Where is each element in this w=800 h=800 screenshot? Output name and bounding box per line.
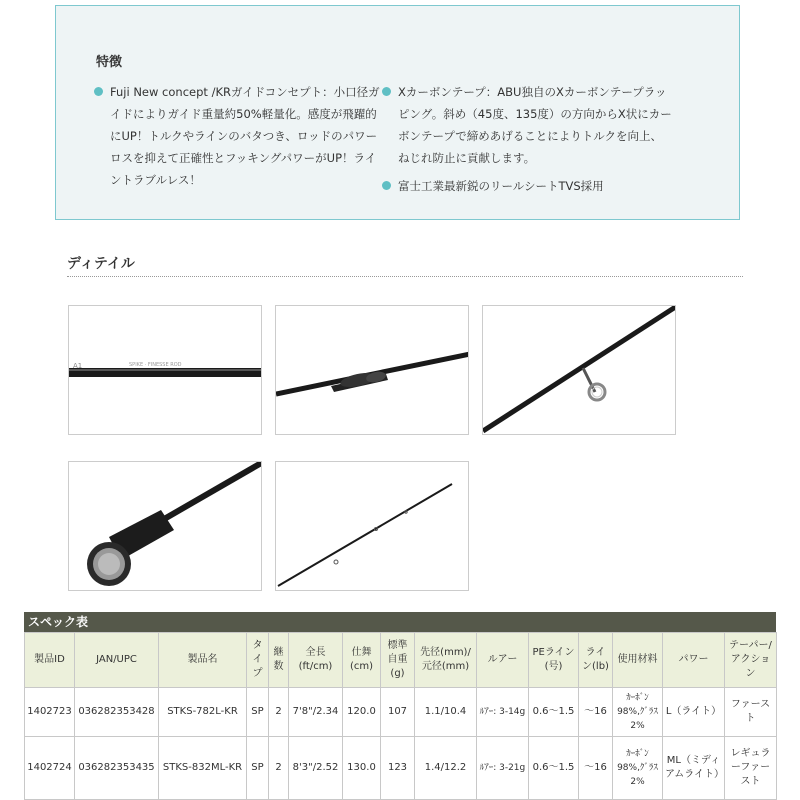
spec-table (24, 632, 777, 800)
cell-diameter: 1.1/10.4 (415, 688, 477, 737)
column-header: 継数 (269, 633, 289, 688)
column-header: タイプ (247, 633, 269, 688)
column-header: 製品名 (159, 633, 247, 688)
column-header: 全長(ft/cm) (289, 633, 343, 688)
cell-power: L（ライト） (663, 688, 725, 737)
column-header: 仕舞(cm) (343, 633, 381, 688)
feature-text: Xカーボンテープ：ABU独自のXカーボンテープラッピング。斜め（45度、135度）の方向からX状にカーボンテープで締めあげることによりトルクを向上、ねじれ防止に貢献します。 (398, 85, 672, 165)
full-rod-photo (275, 461, 469, 591)
cell-material: ｶｰﾎﾞﾝ 98%,ｸﾞﾗｽ2% (613, 688, 663, 737)
cell-pieces: 2 (269, 688, 289, 737)
cell-jan-upc: 036282353435 (75, 737, 159, 800)
cell-product-id: 1402724 (25, 737, 75, 800)
cell-pe-line: 0.6〜1.5 (529, 688, 579, 737)
column-header: テーパー/アクション (725, 633, 777, 688)
cell-action: レギュラーファースト (725, 737, 777, 800)
cell-line-lb: 〜16 (579, 688, 613, 737)
cell-action: ファースト (725, 688, 777, 737)
cell-closed-length: 120.0 (343, 688, 381, 737)
cell-material: ｶｰﾎﾞﾝ 98%,ｸﾞﾗｽ2% (613, 737, 663, 800)
features-box (55, 5, 740, 220)
column-header: 先径(mm)/元径(mm) (415, 633, 477, 688)
feature-item (94, 81, 384, 191)
features-right-column (382, 81, 672, 203)
cell-line-lb: 〜16 (579, 737, 613, 800)
reel-seat-photo (275, 305, 469, 435)
grip-end-photo (68, 461, 262, 591)
feature-item (382, 175, 672, 197)
feature-text: Fuji New concept /KRガイドコンセプト：小口径ガイドによりガイド重量約50%軽量化。感度が飛躍的にUP！トルクやラインのバタつき、ロッドのパワーロスを抑えて正確性とフッキングパワーがUP！ライントラブルレス！ (110, 85, 380, 187)
guide-photo (482, 305, 676, 435)
cell-lure: ﾙｱｰ: 3-14g (477, 688, 529, 737)
detail-title: ディテイル (67, 256, 135, 272)
column-header: JAN/UPC (75, 633, 159, 688)
rod-butt-photo (68, 305, 262, 435)
svg-text:A1: A1 (73, 362, 83, 370)
spec-table-title: スペック表 (24, 612, 776, 632)
features-title: 特徴 (96, 55, 123, 70)
cell-closed-length: 130.0 (343, 737, 381, 800)
cell-length: 8'3"/2.52 (289, 737, 343, 800)
table-row (25, 737, 777, 800)
column-header: 標準自重(g) (381, 633, 415, 688)
cell-type: SP (247, 688, 269, 737)
column-header: ルアー (477, 633, 529, 688)
bullet-dot-icon (382, 87, 391, 96)
column-header: PEライン(号) (529, 633, 579, 688)
cell-weight: 123 (381, 737, 415, 800)
column-header: パワー (663, 633, 725, 688)
bullet-dot-icon (382, 181, 391, 190)
column-header: 製品ID (25, 633, 75, 688)
bullet-dot-icon (94, 87, 103, 96)
feature-item (382, 81, 672, 169)
table-header-row (25, 633, 777, 688)
cell-power: ML（ミディアムライト） (663, 737, 725, 800)
cell-type: SP (247, 737, 269, 800)
detail-divider (67, 276, 743, 277)
cell-pe-line: 0.6〜1.5 (529, 737, 579, 800)
cell-pieces: 2 (269, 737, 289, 800)
cell-product-id: 1402723 (25, 688, 75, 737)
feature-text: 富士工業最新鋭のリールシートTVS採用 (398, 179, 604, 193)
cell-weight: 107 (381, 688, 415, 737)
column-header: 使用材料 (613, 633, 663, 688)
svg-text:SPIKE · FINESSE ROD: SPIKE · FINESSE ROD (129, 362, 182, 368)
cell-product-name: STKS-832ML-KR (159, 737, 247, 800)
table-row (25, 688, 777, 737)
cell-diameter: 1.4/12.2 (415, 737, 477, 800)
cell-length: 7'8"/2.34 (289, 688, 343, 737)
cell-jan-upc: 036282353428 (75, 688, 159, 737)
cell-lure: ﾙｱｰ: 3-21g (477, 737, 529, 800)
column-header: ライン(lb) (579, 633, 613, 688)
features-left-column (94, 81, 384, 197)
cell-product-name: STKS-782L-KR (159, 688, 247, 737)
